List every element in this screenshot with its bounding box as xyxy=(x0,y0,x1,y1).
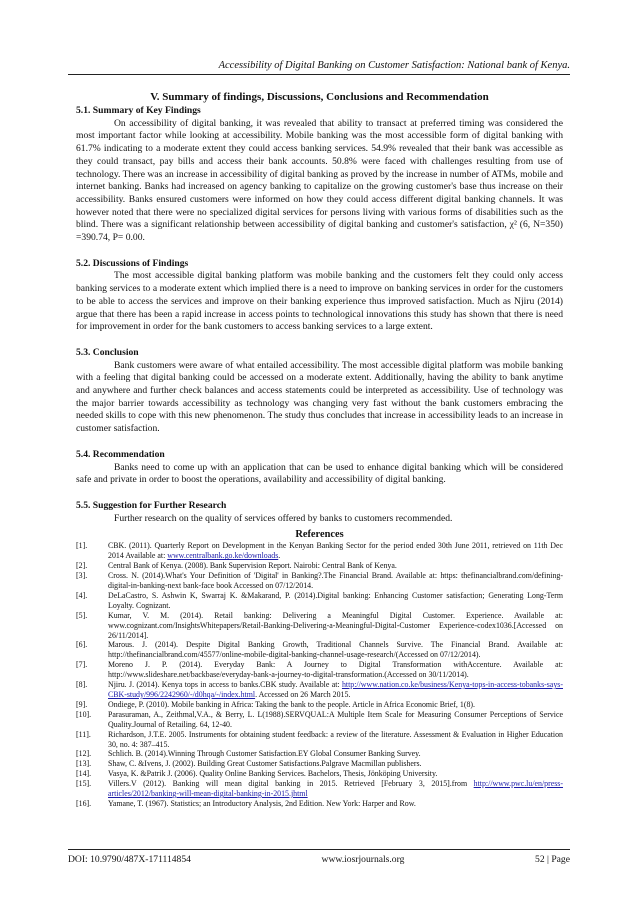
reference-number: [4]. xyxy=(76,590,88,600)
reference-item xyxy=(76,799,563,809)
page-footer xyxy=(68,849,570,865)
reference-number: [14]. xyxy=(76,769,92,779)
reference-item xyxy=(76,561,563,571)
reference-body: Schlich. B. (2014).Winning Through Customer Satisfaction.EY Global Consumer Banking Survey. xyxy=(108,749,421,759)
reference-text xyxy=(108,779,563,799)
reference-text xyxy=(108,640,563,660)
running-title: Accessibility of Digital Banking on Customer Satisfaction: National bank of Kenya. xyxy=(68,60,570,75)
paragraph-recommendation: Banks need to come up with an application that can be used to enhance digital banking which will be considered safe and private in order to boost the operations, availability and accessibility of digital banking. xyxy=(76,461,563,486)
reference-text xyxy=(108,710,563,730)
reference-item xyxy=(76,730,563,750)
reference-body: Cross. N. (2014).What's Your Definition of 'Digital' in Banking?.The Financial Brand. Available at: https: thefinancialbrand.com/defining-digital-in-banking-next bank-face book Accessed on 07/12/2014. xyxy=(108,571,563,591)
paragraph-summary: On accessibility of digital banking, it was revealed that ability to transact at preferred timing was considered the most important factor while looking at accessibility. Mobile banking was the most accessible form of digital banking with 61.7% indicating to a moderate extent they could access banking services. 54.9% revealed that their bank was accessible as they could transact, pay bills and access their bank accounts. 50.8% were faced with challenges resulting from use of technology. There was an increase in accessibility of digital banking as proved by the increase in number of ATMs, mobile and internet banking. Banks had increased on agency banking to capitalize on the growing customer's base thus increase on their accessibility. Banks ensured customers were informed on how they could access different digital banking channels. It was however noted that there were no specialized digital services for persons living with various forms of disabilities such as the blind. There was a significant relationship between accessibility of digital banking and customer's satisfaction, χ² (6, N=350) =390.74, P= 0.00. xyxy=(76,117,563,244)
reference-number: [7]. xyxy=(76,660,88,670)
reference-item xyxy=(76,640,563,660)
reference-text xyxy=(108,700,563,710)
reference-text xyxy=(108,749,563,759)
reference-item xyxy=(76,660,563,680)
reference-item xyxy=(76,571,563,591)
reference-body: DeLaCastro, S. Ashwin K, Swarraj K. &Makarand, P. (2014).Digital banking: Enhancing Customer satisfaction; Generating Long-Term Loyalty. Cognizant. xyxy=(108,590,563,610)
reference-text xyxy=(108,541,563,561)
reference-text xyxy=(108,730,563,750)
reference-number: [9]. xyxy=(76,699,88,709)
reference-item xyxy=(76,759,563,769)
reference-list xyxy=(76,541,563,808)
reference-number: [1]. xyxy=(76,541,88,551)
footer-page-number: 52 | Page xyxy=(535,854,570,865)
reference-body: Njiru. J. (2014). Kenya tops in access to banks.CBK study. Available at: xyxy=(108,680,342,690)
heading-recommendation: 5.4. Recommendation xyxy=(76,448,165,460)
reference-body: Richardson, J.T.E. 2005. Instruments for obtaining student feedback: a review of the literature. Assessment & Evaluation in Higher Education 30, no. 4: 387–415. xyxy=(108,729,563,749)
reference-number: [8]. xyxy=(76,680,88,690)
heading-conclusion: 5.3. Conclusion xyxy=(76,346,139,358)
reference-body: Central Bank of Kenya. (2008). Bank Supervision Report. Nairobi: Central Bank of Kenya. xyxy=(108,561,397,571)
reference-text xyxy=(108,680,563,700)
reference-text xyxy=(108,571,563,591)
reference-body: Vasya, K. &Patrik J. (2006). Quality Online Banking Services. Bachelors, Thesis, Jönköping University. xyxy=(108,769,438,779)
reference-number: [6]. xyxy=(76,640,88,650)
heading-further-research: 5.5. Suggestion for Further Research xyxy=(76,499,227,511)
reference-item xyxy=(76,611,563,641)
reference-item xyxy=(76,541,563,561)
reference-body: Villers.V (2012). Banking will mean digital banking in 2015. Retrieved [February 3, 2015].from xyxy=(108,779,474,789)
reference-item xyxy=(76,680,563,700)
paragraph-conclusion: Bank customers were aware of what entailed accessibility. The most accessible digital platform was mobile banking with a feeling that digital banking could be accessed on a moderate extent. Additionally, having the ability to bank anytime and anywhere and further check balances and access statements could be interpreted as accessibility. Use of technology was the major barrier towards accessibility as technology was changing very fast without the bank customers embracing the needed skills to cope with this new phenomenon. The study thus concludes that increase in accessibility leads to an increase in customer satisfaction. xyxy=(76,359,563,435)
reference-item xyxy=(76,591,563,611)
reference-number: [11]. xyxy=(76,729,91,739)
heading-summary: 5.1. Summary of Key Findings xyxy=(76,105,201,116)
reference-number: [10]. xyxy=(76,709,92,719)
reference-body: Moreno J. P. (2014). Everyday Bank: A Journey to Digital Transformation withAccenture. Available at: http://www.slideshare.net/backbase/everyday-bank-a-journey-to-digital-transformation.(Accessed on 30/11/2014). xyxy=(108,660,563,680)
footer-doi: DOI: 10.9790/487X-171114854 xyxy=(68,854,191,865)
reference-body: Marous. J. (2014). Despite Digital Banking Growth, Traditional Channels Survive. The Financial Brand. Available at: http://thefinancialbrand.com/45577/online-mobile-digital-banking-channel-usage-research/(Accessed on 07/12/2014). xyxy=(108,640,563,660)
section-title: V. Summary of findings, Discussions, Conclusions and Recommendation xyxy=(150,91,489,103)
reference-text xyxy=(108,561,563,571)
reference-number: [12]. xyxy=(76,749,92,759)
reference-number: [5]. xyxy=(76,610,88,620)
heading-discussions: 5.2. Discussions of Findings xyxy=(76,257,189,269)
reference-body: Ondiege, P. (2010). Mobile banking in Africa: Taking the bank to the people. Article in Africa Economic Brief, 1(8). xyxy=(108,699,475,709)
reference-item xyxy=(76,710,563,730)
reference-suffix: . xyxy=(278,551,281,561)
reference-text xyxy=(108,591,563,611)
reference-text xyxy=(108,799,563,809)
references-title: References xyxy=(295,529,344,541)
reference-text xyxy=(108,759,563,769)
reference-number: [15]. xyxy=(76,779,92,789)
reference-link[interactable]: http://www.nation.co.ke/business/Kenya-tops-in-access-tobanks-says-CBK-study/996/2242960/-/d0hqa/-/index.html xyxy=(108,680,563,699)
reference-suffix: . Accessed on 26 March 2015. xyxy=(255,689,351,699)
reference-body: CBK. (2011). Quarterly Report on Development in the Kenyan Banking Sector for the period ended 30th June 2011, retrieved on 11th Dec 2014 Available at: xyxy=(108,541,563,561)
reference-text xyxy=(108,611,563,641)
reference-text xyxy=(108,660,563,680)
reference-item xyxy=(76,749,563,759)
reference-body: Kumar, V. M. (2014). Retail banking: Delivering a Meaningful Digital Customer. Experience. Available at: www.cognizant.com/InsightsWhitepapers/Retail-Banking-Delivering-a-Meaningful-Digital-Customer Experience-codex1036.[Accessed on 26/11/2014]. xyxy=(108,610,563,640)
reference-body: Yamane, T. (1967). Statistics; an Introductory Analysis, 2nd Edition. New York: Harper and Row. xyxy=(108,798,416,808)
reference-number: [3]. xyxy=(76,571,88,581)
main-content xyxy=(76,91,563,809)
reference-body: Shaw, C. &Ivens, J. (2002). Building Great Customer Satisfactions.Palgrave Macmillan publishers. xyxy=(108,759,422,769)
reference-body: Parasuraman, A., Zeithmal,V.A., & Berry, L. L(1988).SERVQUAL:A Multiple Item Scale for Measuring Consumer Perceptions of Service Quality.Journal of Retailing. 64, 12-40. xyxy=(108,709,563,729)
reference-text xyxy=(108,769,563,779)
reference-number: [16]. xyxy=(76,798,92,808)
reference-item xyxy=(76,779,563,799)
reference-number: [13]. xyxy=(76,759,92,769)
footer-site[interactable]: www.iosrjournals.org xyxy=(321,854,405,865)
reference-number: [2]. xyxy=(76,561,88,571)
paragraph-discussions: The most accessible digital banking platform was mobile banking and the customers felt they could only access banking services to a moderate extent which implied there is a need to improve on banking services in order for the customers to be able to access the services and improve on their banking experience thus improved satisfaction. Much as Njiru (2014) argue that there has been a rapid increase in access points to technological innovations this study has shown that there is need for improvement in order for the bank customers to access banking services to a large extent. xyxy=(76,270,563,333)
reference-item xyxy=(76,700,563,710)
reference-link[interactable]: http://www.pwc.lu/en/press-articles/2012/banking-will-mean-digital-banking-in-2015.jhtml xyxy=(108,779,563,799)
reference-item xyxy=(76,769,563,779)
reference-link[interactable]: www.centralbank.go.ke/downloads xyxy=(167,551,279,561)
paragraph-further-research: Further research on the quality of services offered by banks to customers recommended. xyxy=(114,512,453,524)
